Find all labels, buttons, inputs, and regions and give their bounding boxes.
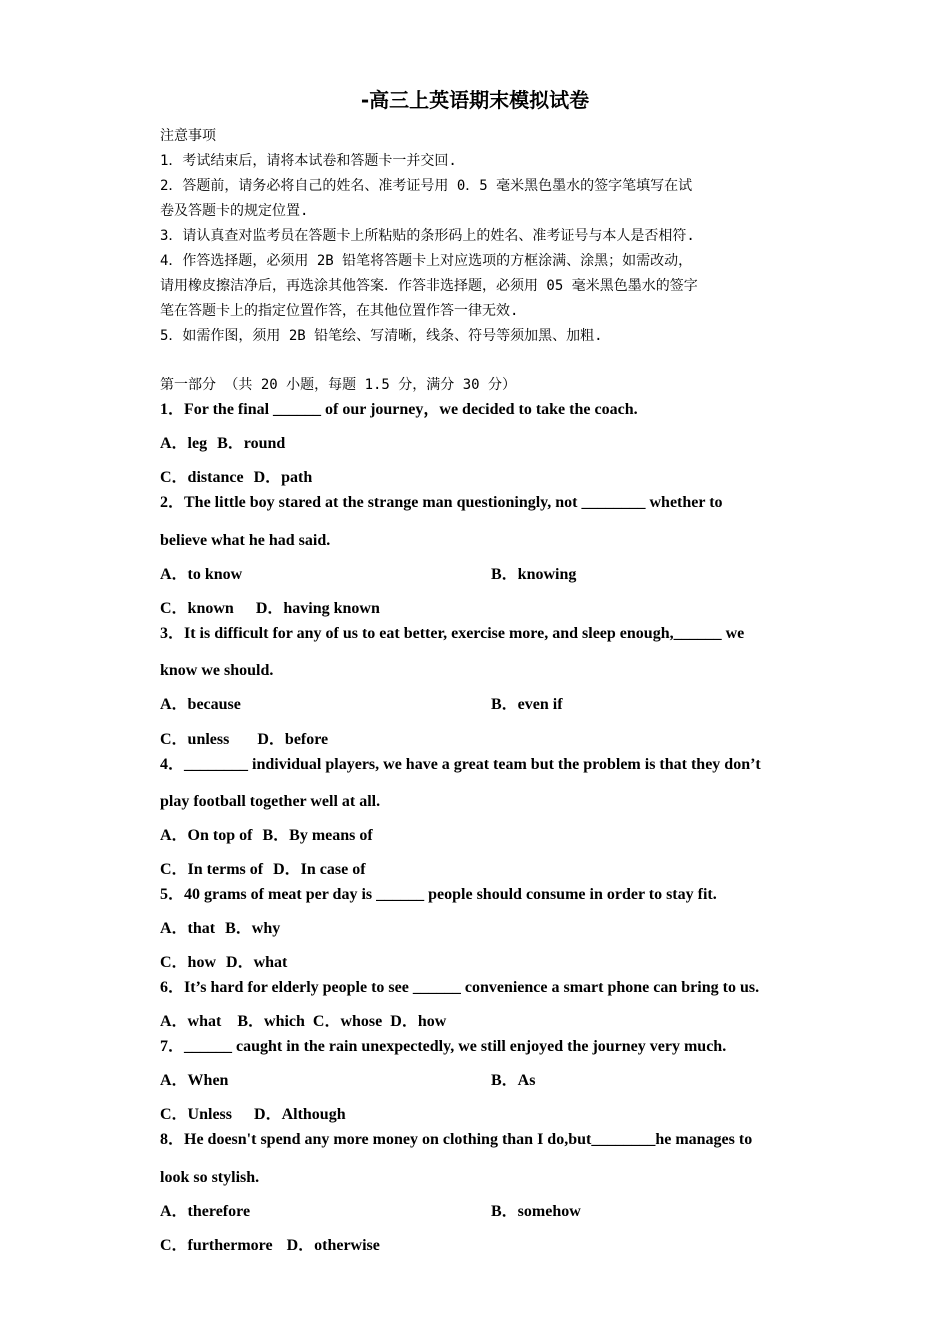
- notes-line: 1．考试结束后，请将本试卷和答题卡一并交回.: [160, 153, 457, 169]
- question-7-options-cd: [160, 1103, 810, 1127]
- question-5-text: 5．40 grams of meat per day is ______ people should consume in order to stay fit.: [160, 886, 717, 903]
- question-4-text: 4．________ individual players, we have a great team but the problem is that they don’t: [160, 756, 761, 773]
- option-d: D．path: [253, 469, 313, 486]
- notes-line: 4．作答选择题，必须用 2B 铅笔将答题卡上对应选项的方框涂满、涂黑；如需改动，: [160, 253, 693, 269]
- option-d: D．how: [390, 1013, 447, 1030]
- option-d: D．having known: [255, 600, 380, 617]
- option-a: A．what: [160, 1013, 222, 1030]
- option-b: B．round: [217, 435, 286, 452]
- option-d: D．what: [226, 954, 288, 971]
- page-title: -高三上英语期末模拟试卷: [360, 88, 590, 112]
- question-3-text: 3．It is difficult for any of us to eat better, exercise more, and sleep enough,______ we: [160, 625, 745, 642]
- option-c: C．unless: [160, 731, 230, 748]
- option-b: B．even if: [491, 696, 563, 713]
- option-a: A．therefore: [160, 1203, 251, 1220]
- option-b: B．which: [237, 1013, 305, 1030]
- question-8-text-cont: look so stylish.: [160, 1169, 260, 1186]
- option-b: B．knowing: [491, 566, 577, 583]
- question-6-options: [160, 1010, 810, 1034]
- question-3-options-cd: [160, 728, 810, 752]
- notes-line: 2．答题前，请务必将自己的姓名、准考证号用 0．5 毫米黑色墨水的签字笔填写在试: [160, 178, 693, 194]
- option-c: C．Unless: [160, 1106, 233, 1123]
- part-heading: 第一部分 （共 20 小题，每题 1.5 分，满分 30 分）: [160, 377, 517, 393]
- notes-heading: 注意事项: [160, 128, 216, 144]
- question-6-text: 6．It’s hard for elderly people to see ______ convenience a smart phone can bring to us.: [160, 979, 760, 996]
- notes-section: [160, 124, 810, 349]
- question-2-text: 2．The little boy stared at the strange man questioningly, not ________ whether to: [160, 494, 723, 511]
- option-a: A．When: [160, 1072, 229, 1089]
- option-a: A．leg: [160, 435, 208, 452]
- option-d: D．otherwise: [286, 1237, 380, 1254]
- option-c: C．how: [160, 954, 217, 971]
- option-c: C．In terms of: [160, 861, 264, 878]
- question-2-options-ab: [160, 563, 810, 587]
- question-2-text-cont: believe what he had said.: [160, 532, 331, 549]
- question-7-text: 7．______ caught in the rain unexpectedly, we still enjoyed the journey very much.: [160, 1038, 727, 1055]
- option-d: D．In case of: [273, 861, 366, 878]
- option-b: B．why: [225, 920, 281, 937]
- question-4-options-ab: [160, 824, 810, 848]
- question-1-text: 1．For the final ______ of our journey，we decided to take the coach.: [160, 401, 638, 418]
- option-c: C．distance: [160, 469, 244, 486]
- option-c: C．furthermore: [160, 1237, 273, 1254]
- option-d: D．before: [257, 731, 329, 748]
- question-5-options-ab: [160, 917, 810, 941]
- option-a: A．because: [160, 696, 241, 713]
- option-b: B．As: [491, 1072, 536, 1089]
- option-a: A．that: [160, 920, 216, 937]
- question-5-options-cd: [160, 951, 810, 975]
- option-c: C．known: [160, 600, 234, 617]
- question-8-options-cd: [160, 1234, 810, 1258]
- question-1-options-cd: [160, 466, 810, 490]
- notes-line: 笔在答题卡上的指定位置作答，在其他位置作答一律无效.: [160, 303, 519, 319]
- question-4-text-cont: play football together well at all.: [160, 793, 381, 810]
- notes-line: 5．如需作图，须用 2B 铅笔绘、写清晰，线条、符号等须加黑、加粗.: [160, 328, 603, 344]
- question-1-options-ab: [160, 432, 810, 456]
- option-c: C．whose: [312, 1013, 383, 1030]
- option-d: D．Although: [254, 1106, 346, 1123]
- notes-line: 请用橡皮擦洁净后，再选涂其他答案．作答非选择题，必须用 05 毫米黑色墨水的签字: [160, 278, 698, 294]
- question-3-text-cont: know we should.: [160, 662, 274, 679]
- question-8-options-ab: [160, 1200, 810, 1224]
- option-a: A．On top of: [160, 827, 253, 844]
- notes-line: 3．请认真查对监考员在答题卡上所粘贴的条形码上的姓名、准考证号与本人是否相符.: [160, 228, 695, 244]
- question-4-options-cd: [160, 858, 810, 882]
- option-b: B．By means of: [262, 827, 373, 844]
- question-8-text: 8．He doesn't spend any more money on clothing than I do,but________he manages to: [160, 1131, 753, 1148]
- question-7-options-ab: [160, 1069, 810, 1093]
- question-2-options-cd: [160, 597, 810, 621]
- option-b: B．somehow: [491, 1203, 581, 1220]
- question-3-options-ab: [160, 693, 810, 717]
- notes-line: 卷及答题卡的规定位置.: [160, 203, 309, 219]
- option-a: A．to know: [160, 566, 243, 583]
